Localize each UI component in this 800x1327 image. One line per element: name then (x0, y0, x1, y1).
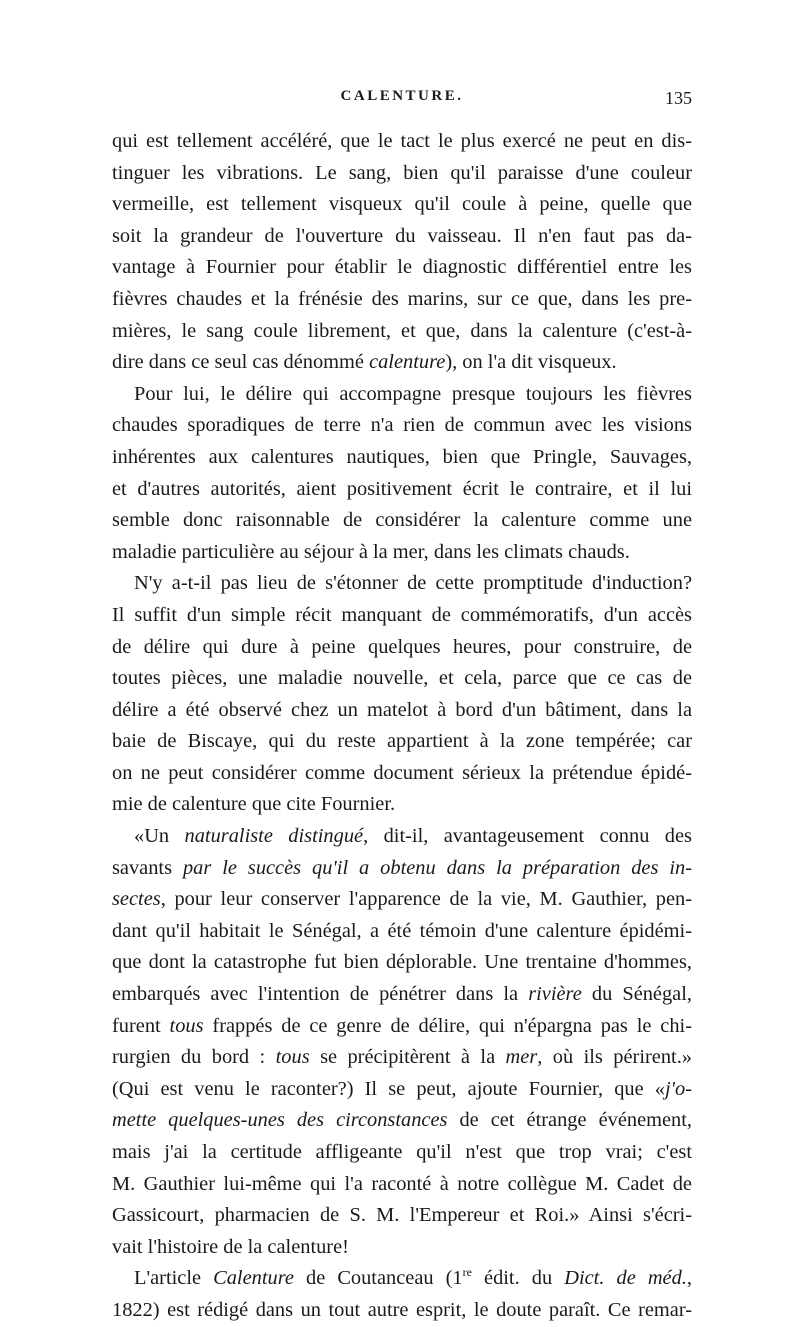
text-line: baie de Biscaye, qui du reste appartient à la zone tempérée; car (112, 730, 692, 753)
text-line (112, 884, 692, 916)
text-line: 1822) est rédigé dans un tout autre esprit, le doute paraît. Ce remar- (112, 1298, 692, 1321)
italic-run: mer (505, 1046, 538, 1069)
text-line: mières, le sang coule librement, et que, dans la calenture (c'est-à- (112, 319, 692, 342)
text-run: embarqués avec l'intention de pénétrer dans la (112, 983, 529, 1006)
text-line: vait l'histoire de la calenture! (112, 1235, 349, 1258)
text-run: (Qui est venu le raconter?) Il se peut, ajoute Fournier, que « (112, 1077, 665, 1100)
text-line (112, 821, 692, 853)
text-run: de cet étrange événement, (447, 1109, 692, 1132)
text-line (112, 347, 692, 379)
text-run: , pour leur conserver l'apparence de la vie, M. Gauthier, pen- (160, 888, 692, 911)
text-line: semble donc raisonnable de considérer la calenture comme une (112, 509, 692, 532)
text-run: de Coutanceau (1 (293, 1267, 463, 1290)
italic-run: calenture (369, 351, 446, 374)
text-line: on ne peut considérer comme document sérieux la prétendue épidé- (112, 761, 692, 784)
superscript: re (462, 1265, 472, 1280)
page-header (112, 88, 692, 118)
text-line (112, 1263, 692, 1295)
italic-run: Dict. de méd. (564, 1267, 687, 1290)
text-line: mais j'ai la certitude affligeante qu'il n'est que trop vrai; c'est (112, 1141, 692, 1163)
text-run: dire dans ce seul cas dénommé (112, 351, 370, 374)
text-run: édit. du (471, 1267, 565, 1290)
italic-run: tous (169, 1014, 204, 1037)
text-run: rurgien du bord : (112, 1046, 276, 1069)
text-line: soit la grandeur de l'ouverture du vaisseau. Il n'en faut pas da- (112, 224, 692, 247)
text-run: «Un (134, 825, 185, 848)
text-line: délire a été observé chez un matelot à bord d'un bâtiment, dans la (112, 698, 692, 721)
text-line: vermeille, est tellement visqueux qu'il coule à peine, quelle que (112, 193, 692, 216)
text-run: , où ils périrent.» (537, 1046, 692, 1069)
text-line (112, 979, 692, 1011)
text-line (112, 1011, 692, 1043)
italic-run: j'o- (664, 1077, 692, 1100)
text-line: vantage à Fournier pour établir le diagnostic différentiel entre les (112, 256, 692, 279)
text-line: Gassicourt, pharmacien de S. M. l'Empereur et Roi.» Ainsi s'écri- (112, 1204, 692, 1227)
page-number: 135 (665, 88, 692, 108)
text-run: furent (112, 1014, 170, 1037)
italic-run: tous (275, 1046, 310, 1069)
text-line: et d'autres autorités, aient positivement écrit le contraire, et il lui (112, 477, 692, 500)
text-run: savants (112, 856, 183, 879)
text-run: ), on l'a dit visqueux. (445, 351, 617, 374)
italic-run: rivière (528, 983, 582, 1006)
text-run: frappés de ce genre de délire, qui n'épargna pas le chi- (203, 1014, 692, 1037)
italic-run: par le succès qu'il a obtenu dans la préparation des in- (182, 856, 692, 879)
text-line (112, 853, 692, 885)
text-line: Il suffit d'un simple récit manquant de commémoratifs, d'un accès (112, 603, 692, 626)
text-line: qui est tellement accéléré, que le tact le plus exercé ne peut en dis- (112, 130, 692, 152)
text-run: , (686, 1267, 692, 1290)
text-line (112, 1074, 692, 1106)
italic-run: naturaliste distingué (184, 825, 364, 848)
text-line: inhérentes aux calentures nautiques, bien que Pringle, Sauvages, (112, 445, 692, 468)
text-line: mie de calenture que cite Fournier. (112, 793, 396, 816)
text-line: dant qu'il habitait le Sénégal, a été témoin d'une calenture épidémi- (112, 919, 692, 942)
text-line: de délire qui dure à peine quelques heures, pour construire, de (112, 635, 692, 658)
text-run: , dit-il, avantageusement connu des (363, 825, 692, 848)
text-line (112, 1105, 692, 1137)
text-line: tinguer les vibrations. Le sang, bien qu'il paraisse d'une couleur (112, 161, 692, 184)
text-run: se précipitèrent à la (309, 1046, 506, 1069)
text-line: que dont la catastrophe fut bien déplorable. Une trentaine d'hommes, (112, 951, 692, 974)
text-line (112, 1042, 692, 1074)
running-title: CALENTURE. (340, 88, 464, 104)
text-line: Pour lui, le délire qui accompagne presque toujours les fièvres (134, 382, 692, 405)
text-run: du Sénégal, (581, 983, 692, 1006)
text-line: toutes pièces, une maladie nouvelle, et cela, parce que ce cas de (112, 667, 692, 690)
italic-run: sectes (112, 888, 161, 911)
text-line: chaudes sporadiques de terre n'a rien de commun avec les visions (112, 414, 692, 437)
body-text (112, 126, 692, 1327)
italic-run: Calenture (213, 1267, 294, 1290)
text-line: fièvres chaudes et la frénésie des marins, sur ce que, dans les pre- (112, 287, 692, 310)
italic-run: mette quelques-unes des circonstances (112, 1109, 448, 1132)
text-line: M. Gauthier lui-même qui l'a raconté à notre collègue M. Cadet de (112, 1172, 692, 1195)
text-line: N'y a-t-il pas lieu de s'étonner de cette promptitude d'induction? (134, 572, 692, 595)
text-line: maladie particulière au séjour à la mer, dans les climats chauds. (112, 540, 630, 563)
text-run: L'article (134, 1267, 214, 1290)
